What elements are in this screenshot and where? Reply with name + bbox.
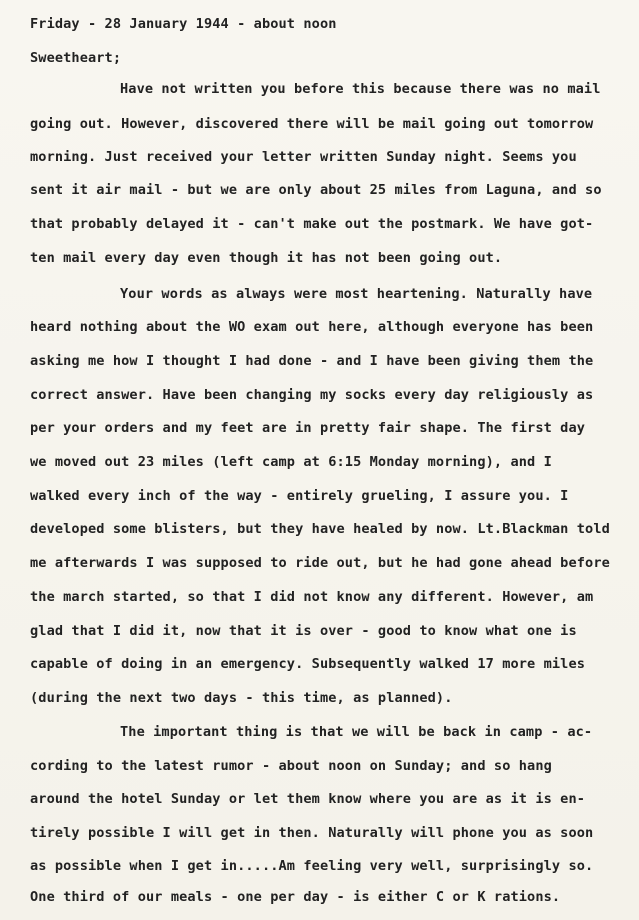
letter-line: the march started, so that I did not know any different. However, am: [30, 589, 594, 605]
letter-line: asking me how I thought I had done - and I have been giving them the: [30, 353, 594, 369]
letter-line: capable of doing in an emergency. Subsequently walked 17 more miles: [30, 656, 586, 672]
letter-line: glad that I did it, now that it is over - good to know what one is: [30, 623, 577, 639]
letter-line: correct answer. Have been changing my socks every day religiously as: [30, 387, 594, 403]
letter-line: we moved out 23 miles (left camp at 6:15 Monday morning), and I: [30, 454, 552, 470]
letter-line: (during the next two days - this time, as planned).: [30, 690, 453, 706]
letter-heading: Friday - 28 January 1944 - about noon: [30, 16, 337, 32]
letter-line: developed some blisters, but they have healed by now. Lt.Blackman told: [30, 521, 610, 537]
letter-line: around the hotel Sunday or let them know where you are as it is en-: [30, 791, 586, 807]
letter-line: cording to the latest rumor - about noon on Sunday; and so hang: [30, 758, 552, 774]
letter-line: The important thing is that we will be back in camp - ac-: [120, 724, 593, 740]
letter-line: that probably delayed it - can't make out the postmark. We have got-: [30, 216, 594, 232]
letter-line: sent it air mail - but we are only about 25 miles from Laguna, and so: [30, 182, 602, 198]
letter-line: me afterwards I was supposed to ride out, but he had gone ahead before: [30, 555, 610, 571]
letter-line: Have not written you before this because there was no mail: [120, 81, 601, 97]
letter-salutation: Sweetheart;: [30, 50, 122, 66]
letter-line: Your words as always were most heartening. Naturally have: [120, 286, 593, 302]
letter-line: as possible when I get in.....Am feeling very well, surprisingly so.: [30, 858, 594, 874]
letter-line: going out. However, discovered there will be mail going out tomorrow: [30, 116, 594, 132]
letter-line: walked every inch of the way - entirely grueling, I assure you. I: [30, 488, 569, 504]
letter-line: per your orders and my feet are in pretty fair shape. The first day: [30, 420, 586, 436]
letter-line: morning. Just received your letter written Sunday night. Seems you: [30, 149, 577, 165]
letter-line: One third of our meals - one per day - is either C or K rations.: [30, 889, 561, 905]
letter-line: tirely possible I will get in then. Naturally will phone you as soon: [30, 825, 594, 841]
letter-line: heard nothing about the WO exam out here, although everyone has been: [30, 319, 594, 335]
letter-line: ten mail every day even though it has not been going out.: [30, 250, 503, 266]
